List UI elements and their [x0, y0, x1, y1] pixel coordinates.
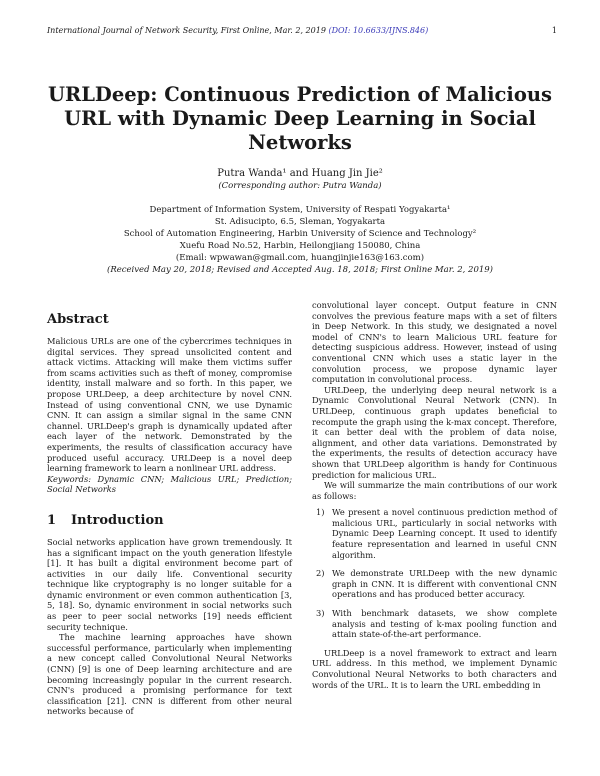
affiliation-line: School of Automation Engineering, Harbin University of Science and Technology²: [123, 229, 477, 240]
authors: Putra Wanda¹ and Huang Jin Jie²: [217, 168, 383, 179]
section-title: Introduction: [71, 512, 164, 528]
list-item-text: With benchmark datasets, we show complete analysis and testing of k-max pooling function and attain state-of-the-art performance.: [332, 608, 557, 640]
title-line: URLDeep: Continuous Prediction of Malicious: [47, 83, 552, 106]
title-line: Networks: [248, 131, 352, 154]
body-paragraph: convolutional layer concept. Output feature in CNN convolves the previous feature maps with a set of filters in Deep Network. In this study, we designated a novel model of CNN's to learn Malicious URL feature for detecting suspicious address. However, instead of using conventional CNN which uses a static layer in the convolution process, we propose dynamic layer computation in convolutional process.: [312, 300, 557, 385]
corresponding-author: (Corresponding author: Putra Wanda): [218, 181, 382, 191]
intro-paragraph: Social networks application have grown tremendously. It has a significant impact on the youth generation lifestyle [1]. It has built a digital environment become part of activities in our daily life. Conventional security technique like cryptography is no longer suitable for a dynamic environment or even common authentication [3, 5, 18]. So, dynamic environment in social networks such as peer to peer social networks [19] needs efficient security technique.: [47, 536, 292, 632]
paper-title: [40, 83, 560, 155]
submission-dates: (Received May 20, 2018; Revised and Accepted Aug. 18, 2018; First Online Mar. 2, 2019): [107, 265, 493, 276]
right-column: [312, 300, 557, 690]
body-paragraph: URLDeep, the underlying deep neural network is a Dynamic Convolutional Neural Network (CNN). In URLDeep, continuous graph updates beneficial to recompute the graph using the k-max concept. Therefore, it can better deal with the problem of data noise, alignment, and other data variations. Demonstrated by the experiments, the results of detection accuracy have shown that URLDeep algorithm is handy for Continuous prediction for malicious URL.: [312, 384, 557, 480]
list-item: [312, 608, 557, 640]
affiliation-line: Xuefu Road No.52, Harbin, Heilongjiang 150080, China: [179, 241, 421, 252]
list-item-text: We demonstrate URLDeep with the new dynamic graph in CNN. It is different with conventional CNN operations and has produced better accuracy.: [332, 568, 557, 600]
email-line: (Email: wpwawan@gmail.com, huangjinjie163@163.com): [175, 253, 425, 264]
left-column: [47, 312, 292, 717]
abstract-text: Malicious URLs are one of the cybercrimes techniques in digital services. They spread unsolicited content and attack victims. Attacking will make them victims suffer from scams activities such as theft of money, compromise identity, install malware and so forth. In this paper, we propose URLDeep, a deep architecture by novel CNN. Instead of using conventional CNN, we use Dynamic CNN. It can assign a similar signal in the same CNN channel. URLDeep's graph is dynamically updated after each layer of the network. Demonstrated by the experiments, the results of classification accuracy have produced useful accuracy. URLDeep is a novel deep learning framework to learn a nonlinear URL address.: [47, 336, 292, 474]
list-item: [312, 507, 557, 560]
body-paragraph: We will summarize the main contributions of our work as follows:: [312, 480, 557, 501]
body-paragraph: URLDeep is a novel framework to extract and learn URL address. In this method, we implement Dynamic Convolutional Neural Networks to both characters and words of the URL. It is to learn the URL embedding in: [312, 647, 557, 690]
list-marker: 2): [316, 568, 325, 579]
affiliation-line: Department of Information System, University of Respati Yogyakarta¹: [149, 205, 451, 215]
keywords: Keywords: Dynamic CNN; Malicious URL; Prediction; Social Networks: [47, 473, 292, 495]
running-header: [47, 26, 557, 36]
introduction-heading: [47, 513, 292, 529]
journal-info: International Journal of Network Security, First Online, Mar. 2, 2019: [47, 26, 326, 35]
title-line: URL with Dynamic Deep Learning in Social: [64, 107, 536, 130]
abstract-heading: Abstract: [47, 312, 109, 327]
section-number: 1: [47, 512, 57, 528]
affiliation-line: St. Adisucipto, 6.5, Sleman, Yogyakarta: [214, 217, 386, 228]
list-marker: 3): [316, 608, 325, 619]
doi-link[interactable]: (DOI: 10.6633/IJNS.846): [328, 26, 429, 35]
page-number: 1: [551, 26, 557, 35]
journal-citation: [47, 26, 428, 36]
list-item: [312, 568, 557, 600]
affiliations: [60, 204, 540, 277]
contributions-list: [312, 507, 557, 640]
list-marker: 1): [316, 507, 325, 518]
intro-paragraph: The machine learning approaches have shown successful performance, particularly when implementing a new concept called Convolutional Neural Networks (CNN) [9] is one of Deep learning architecture and are becoming increasingly popular in the current research. CNN's produced a promising performance for text classification [21]. CNN is different from other neural networks because of: [47, 632, 292, 717]
list-item-text: We present a novel continuous prediction method of malicious URL, particularly in social networks with Dynamic Deep Learning concept. It used to identify feature representation and learned in useful CNN algorithm.: [332, 507, 557, 560]
